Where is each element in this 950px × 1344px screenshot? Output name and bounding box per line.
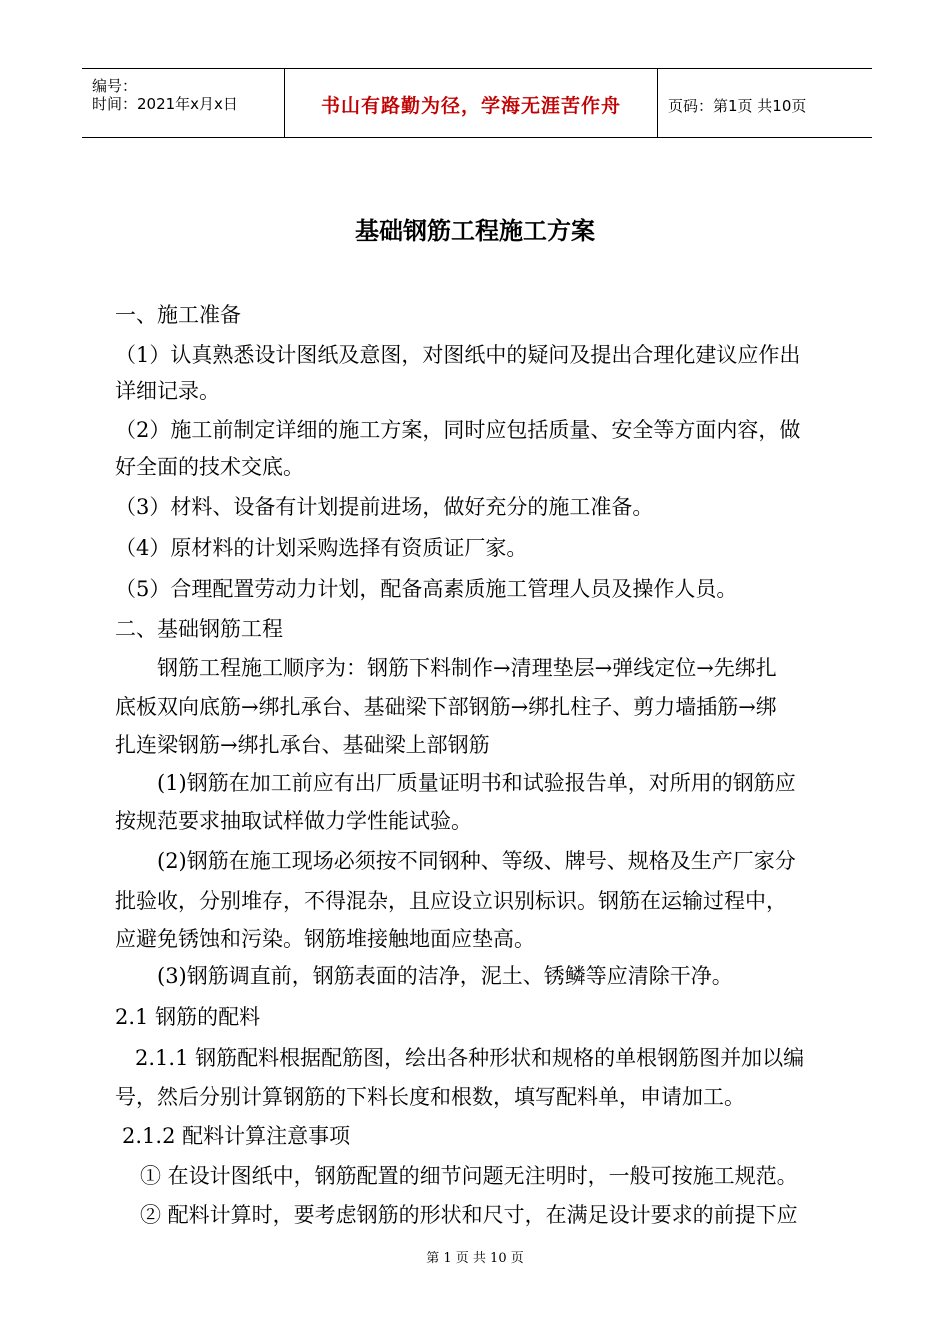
- paragraph-line: （2）施工前制定详细的施工方案，同时应包括质量、安全等方面内容，做: [115, 418, 801, 442]
- header-left-cell: [82, 69, 282, 137]
- section-heading: 一、施工准备: [115, 303, 241, 327]
- paragraph-line: 2.1.1 钢筋配料根据配筋图，绘出各种形状和规格的单根钢筋图并加以编: [135, 1046, 805, 1070]
- header-right-cell: [658, 69, 872, 137]
- paragraph-line: （4）原材料的计划采购选择有资质证厂家。: [115, 536, 528, 560]
- paragraph-line: （3）材料、设备有计划提前进场，做好充分的施工准备。: [115, 495, 654, 519]
- paragraph-line: (3)钢筋调直前，钢筋表面的洁净，泥土、锈鳞等应清除干净。: [157, 964, 733, 988]
- paragraph-line: 扎连梁钢筋→绑扎承台、基础梁上部钢筋: [115, 733, 490, 757]
- document-number-label: 编号：: [92, 77, 138, 95]
- motto: 书山有路勤为径，学海无涯苦作舟: [320, 95, 621, 117]
- paragraph-line: 按规范要求抽取试样做力学性能试验。: [115, 809, 472, 833]
- page-info: 页码：第1页 共10页: [668, 97, 807, 115]
- paragraph-line: （5）合理配置劳动力计划，配备高素质施工管理人员及操作人员。: [115, 577, 738, 601]
- paragraph-line: 好全面的技术交底。: [115, 455, 304, 479]
- page-footer: 第 1 页 共 10 页: [426, 1251, 524, 1266]
- document-date: 时间：2021年x月x日: [92, 95, 238, 113]
- header-table: [82, 68, 872, 138]
- paragraph-line: 批验收，分别堆存，不得混杂，且应设立识别标识。钢筋在运输过程中，: [115, 889, 787, 913]
- paragraph-line: (2)钢筋在施工现场必须按不同钢种、等级、牌号、规格及生产厂家分: [157, 849, 796, 873]
- paragraph-line: 号，然后分别计算钢筋的下料长度和根数，填写配料单，申请加工。: [115, 1085, 745, 1109]
- paragraph-line: 底板双向底筋→绑扎承台、基础梁下部钢筋→绑扎柱子、剪力墙插筋→绑: [115, 695, 777, 719]
- subsection-heading: 2.1.2 配料计算注意事项: [122, 1124, 351, 1148]
- section-heading: 2.1 钢筋的配料: [115, 1005, 261, 1029]
- paragraph-line: ① 在设计图纸中，钢筋配置的细节问题无注明时，一般可按施工规范。: [140, 1164, 798, 1188]
- paragraph-line: 钢筋工程施工顺序为：钢筋下料制作→清理垫层→弹线定位→先绑扎: [157, 656, 777, 680]
- paragraph-line: ② 配料计算时，要考虑钢筋的形状和尺寸，在满足设计要求的前提下应: [140, 1203, 798, 1227]
- paragraph-line: 详细记录。: [115, 379, 220, 403]
- document-title: 基础钢筋工程施工方案: [355, 216, 595, 245]
- header-motto-cell: [284, 69, 658, 137]
- section-heading: 二、基础钢筋工程: [115, 617, 283, 641]
- paragraph-line: (1)钢筋在加工前应有出厂质量证明书和试验报告单，对所用的钢筋应: [157, 771, 796, 795]
- paragraph-line: 应避免锈蚀和污染。钢筋堆接触地面应垫高。: [115, 927, 535, 951]
- paragraph-line: （1）认真熟悉设计图纸及意图，对图纸中的疑问及提出合理化建议应作出: [115, 343, 801, 367]
